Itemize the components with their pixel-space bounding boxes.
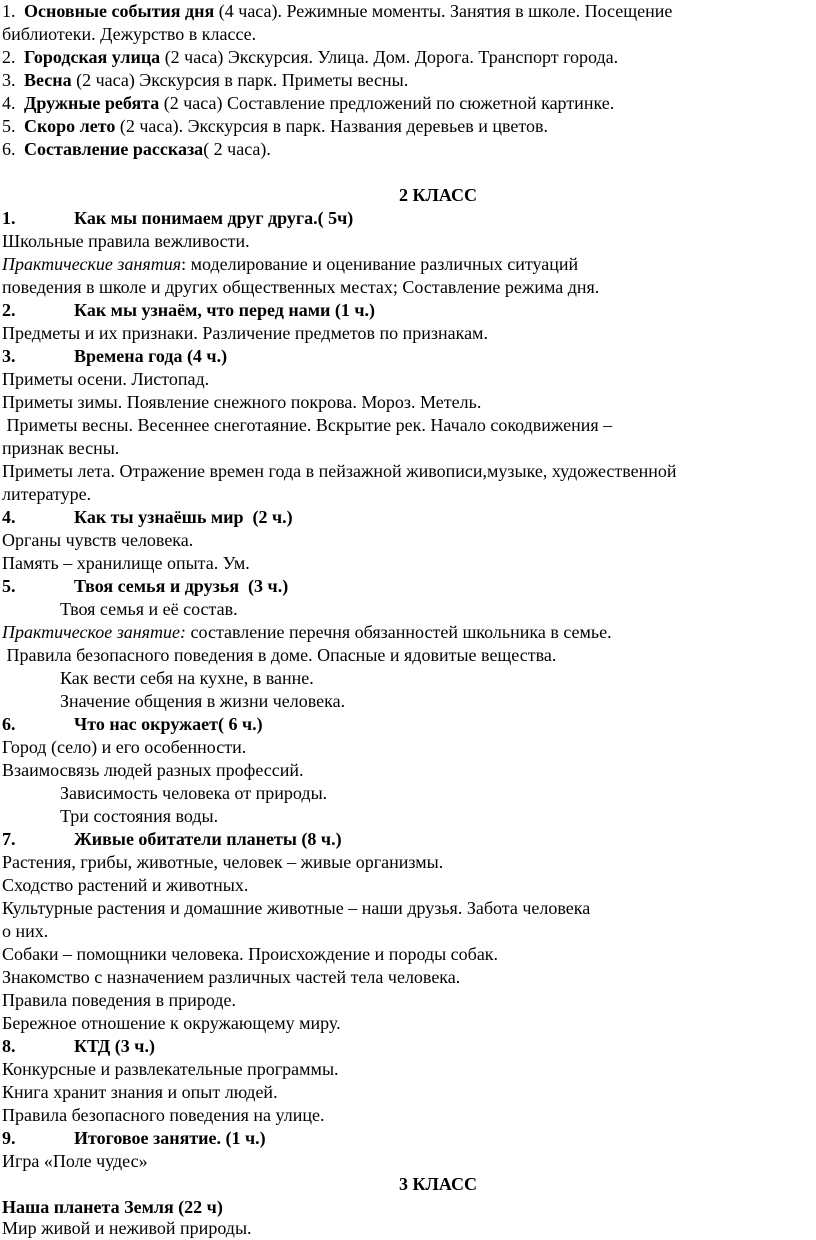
section-4-line: Память – хранилище опыта. Ум. (2, 553, 250, 573)
section-number: 5. (2, 576, 16, 596)
section-5-line: Твоя семья и её состав. (60, 599, 238, 619)
list-item-1-continuation: библиотеки. Дежурство в классе. (2, 24, 257, 44)
section-3-line: Приметы весны. Весеннее снеготаяние. Вскрытие рек. Начало сокодвижения – (2, 415, 613, 435)
section-5-heading (2, 575, 810, 598)
list-number: 3. (2, 70, 16, 90)
class-3-section-title: Наша планета Земля (22 ч) (2, 1197, 223, 1217)
section-title: Как ты узнаёшь мир (2 ч.) (74, 507, 293, 527)
class-2-heading: 2 КЛАСС (398, 185, 478, 205)
section-title: Как мы узнаём, что перед нами (1 ч.) (74, 300, 375, 320)
section-4-line: Органы чувств человека. (2, 530, 194, 550)
list-item-title: Весна (24, 70, 72, 90)
section-8-heading (2, 1035, 810, 1058)
list-number: 4. (2, 93, 16, 113)
section-9-heading (2, 1127, 810, 1150)
section-6-line: Город (село) и его особенности. (2, 737, 247, 757)
list-item-4 (2, 92, 810, 115)
section-7-line: Правила поведения в природе. (2, 990, 236, 1010)
section-7-line: Сходство растений и животных. (2, 875, 249, 895)
section-7-heading (2, 828, 810, 851)
section-6-line: Три состояния воды. (60, 806, 219, 826)
section-3-line: Приметы лета. Отражение времен года в пейзажной живописи,музыке, художественной (2, 461, 677, 481)
section-5-line (2, 621, 810, 644)
practical-label: Практические занятия (2, 254, 182, 274)
section-6-heading (2, 713, 810, 736)
section-6-line: Взаимосвязь людей разных профессий. (2, 760, 304, 780)
section-3-line: Приметы зимы. Появление снежного покрова. Мороз. Метель. (2, 392, 482, 412)
section-title: Что нас окружает( 6 ч.) (74, 714, 263, 734)
section-number: 6. (2, 714, 16, 734)
section-1-heading (2, 207, 810, 230)
section-title: КТД (3 ч.) (74, 1036, 155, 1056)
list-item-title: Городская улица (24, 47, 161, 67)
section-9-line: Игра «Поле чудес» (2, 1151, 148, 1171)
list-item-text: (2 часа) Составление предложений по сюжетной картинке. (159, 93, 615, 113)
list-number: 2. (2, 47, 16, 67)
section-number: 3. (2, 346, 16, 366)
section-1-line (2, 253, 810, 276)
class-3-line: Мир живой и неживой природы. (2, 1218, 252, 1238)
list-item-5 (2, 115, 810, 138)
list-item-6 (2, 138, 810, 161)
section-title: Итоговое занятие. (1 ч.) (74, 1128, 266, 1148)
list-item-title: Скоро лето (24, 116, 116, 136)
section-4-heading (2, 506, 810, 529)
section-7-line: Культурные растения и домашние животные – наши друзья. Забота человека (2, 898, 591, 918)
section-7-line: Растения, грибы, животные, человек – живые организмы. (2, 852, 444, 872)
practical-text: : моделирование и оценивание различных ситуаций (181, 254, 579, 274)
list-item-1 (2, 0, 810, 23)
section-3-heading (2, 345, 810, 368)
section-1-line: поведения в школе и других общественных местах; Составление режима дня. (2, 277, 600, 297)
list-item-title: Дружные ребята (24, 93, 160, 113)
list-item-2 (2, 46, 810, 69)
section-7-line: Бережное отношение к окружающему миру. (2, 1013, 341, 1033)
section-5-line: Как вести себя на кухне, в ванне. (60, 668, 314, 688)
section-2-line: Предметы и их признаки. Различение предметов по признакам. (2, 323, 488, 343)
section-title: Живые обитатели планеты (8 ч.) (74, 829, 342, 849)
section-title: Как мы понимаем друг друга.( 5ч) (74, 208, 354, 228)
section-number: 1. (2, 208, 16, 228)
section-7-line: Знакомство с назначением различных частей тела человека. (2, 967, 461, 987)
list-number: 1. (2, 1, 16, 21)
section-8-line: Конкурсные и развлекательные программы. (2, 1059, 339, 1079)
section-8-line: Книга хранит знания и опыт людей. (2, 1082, 278, 1102)
list-item-title: Основные события дня (24, 1, 215, 21)
section-7-line: о них. (2, 921, 49, 941)
section-number: 8. (2, 1036, 16, 1056)
section-number: 9. (2, 1128, 16, 1148)
practical-text: составление перечня обязанностей школьника в семье. (186, 622, 612, 642)
list-number: 6. (2, 139, 16, 159)
list-item-text: ( 2 часа). (203, 139, 271, 159)
practical-label: Практическое занятие: (2, 622, 187, 642)
section-number: 2. (2, 300, 16, 320)
section-title: Времена года (4 ч.) (74, 346, 228, 366)
section-5-line: Правила безопасного поведения в доме. Опасные и ядовитые вещества. (2, 645, 557, 665)
list-item-3 (2, 69, 810, 92)
section-6-line: Зависимость человека от природы. (60, 783, 328, 803)
list-number: 5. (2, 116, 16, 136)
class-3-heading: 3 КЛАСС (398, 1174, 478, 1194)
section-3-line: Приметы осени. Листопад. (2, 369, 210, 389)
list-item-title: Составление рассказа (24, 139, 204, 159)
section-3-line: литературе. (2, 484, 92, 504)
section-8-line: Правила безопасного поведения на улице. (2, 1105, 325, 1125)
section-3-line: признак весны. (2, 438, 120, 458)
list-item-text: (2 часа) Экскурсия в парк. Приметы весны. (71, 70, 409, 90)
list-item-text: (2 часа) Экскурсия. Улица. Дом. Дорога. Транспорт города. (160, 47, 619, 67)
list-item-text: (2 часа). Экскурсия в парк. Названия деревьев и цветов. (115, 116, 549, 136)
section-1-line: Школьные правила вежливости. (2, 231, 250, 251)
section-2-heading (2, 299, 810, 322)
section-7-line: Собаки – помощники человека. Происхождение и породы собак. (2, 944, 499, 964)
section-5-line: Значение общения в жизни человека. (60, 691, 346, 711)
section-number: 7. (2, 829, 16, 849)
section-number: 4. (2, 507, 16, 527)
list-item-text: (4 часа). Режимные моменты. Занятия в школе. Посещение (214, 1, 673, 21)
section-title: Твоя семья и друзья (3 ч.) (74, 576, 289, 596)
